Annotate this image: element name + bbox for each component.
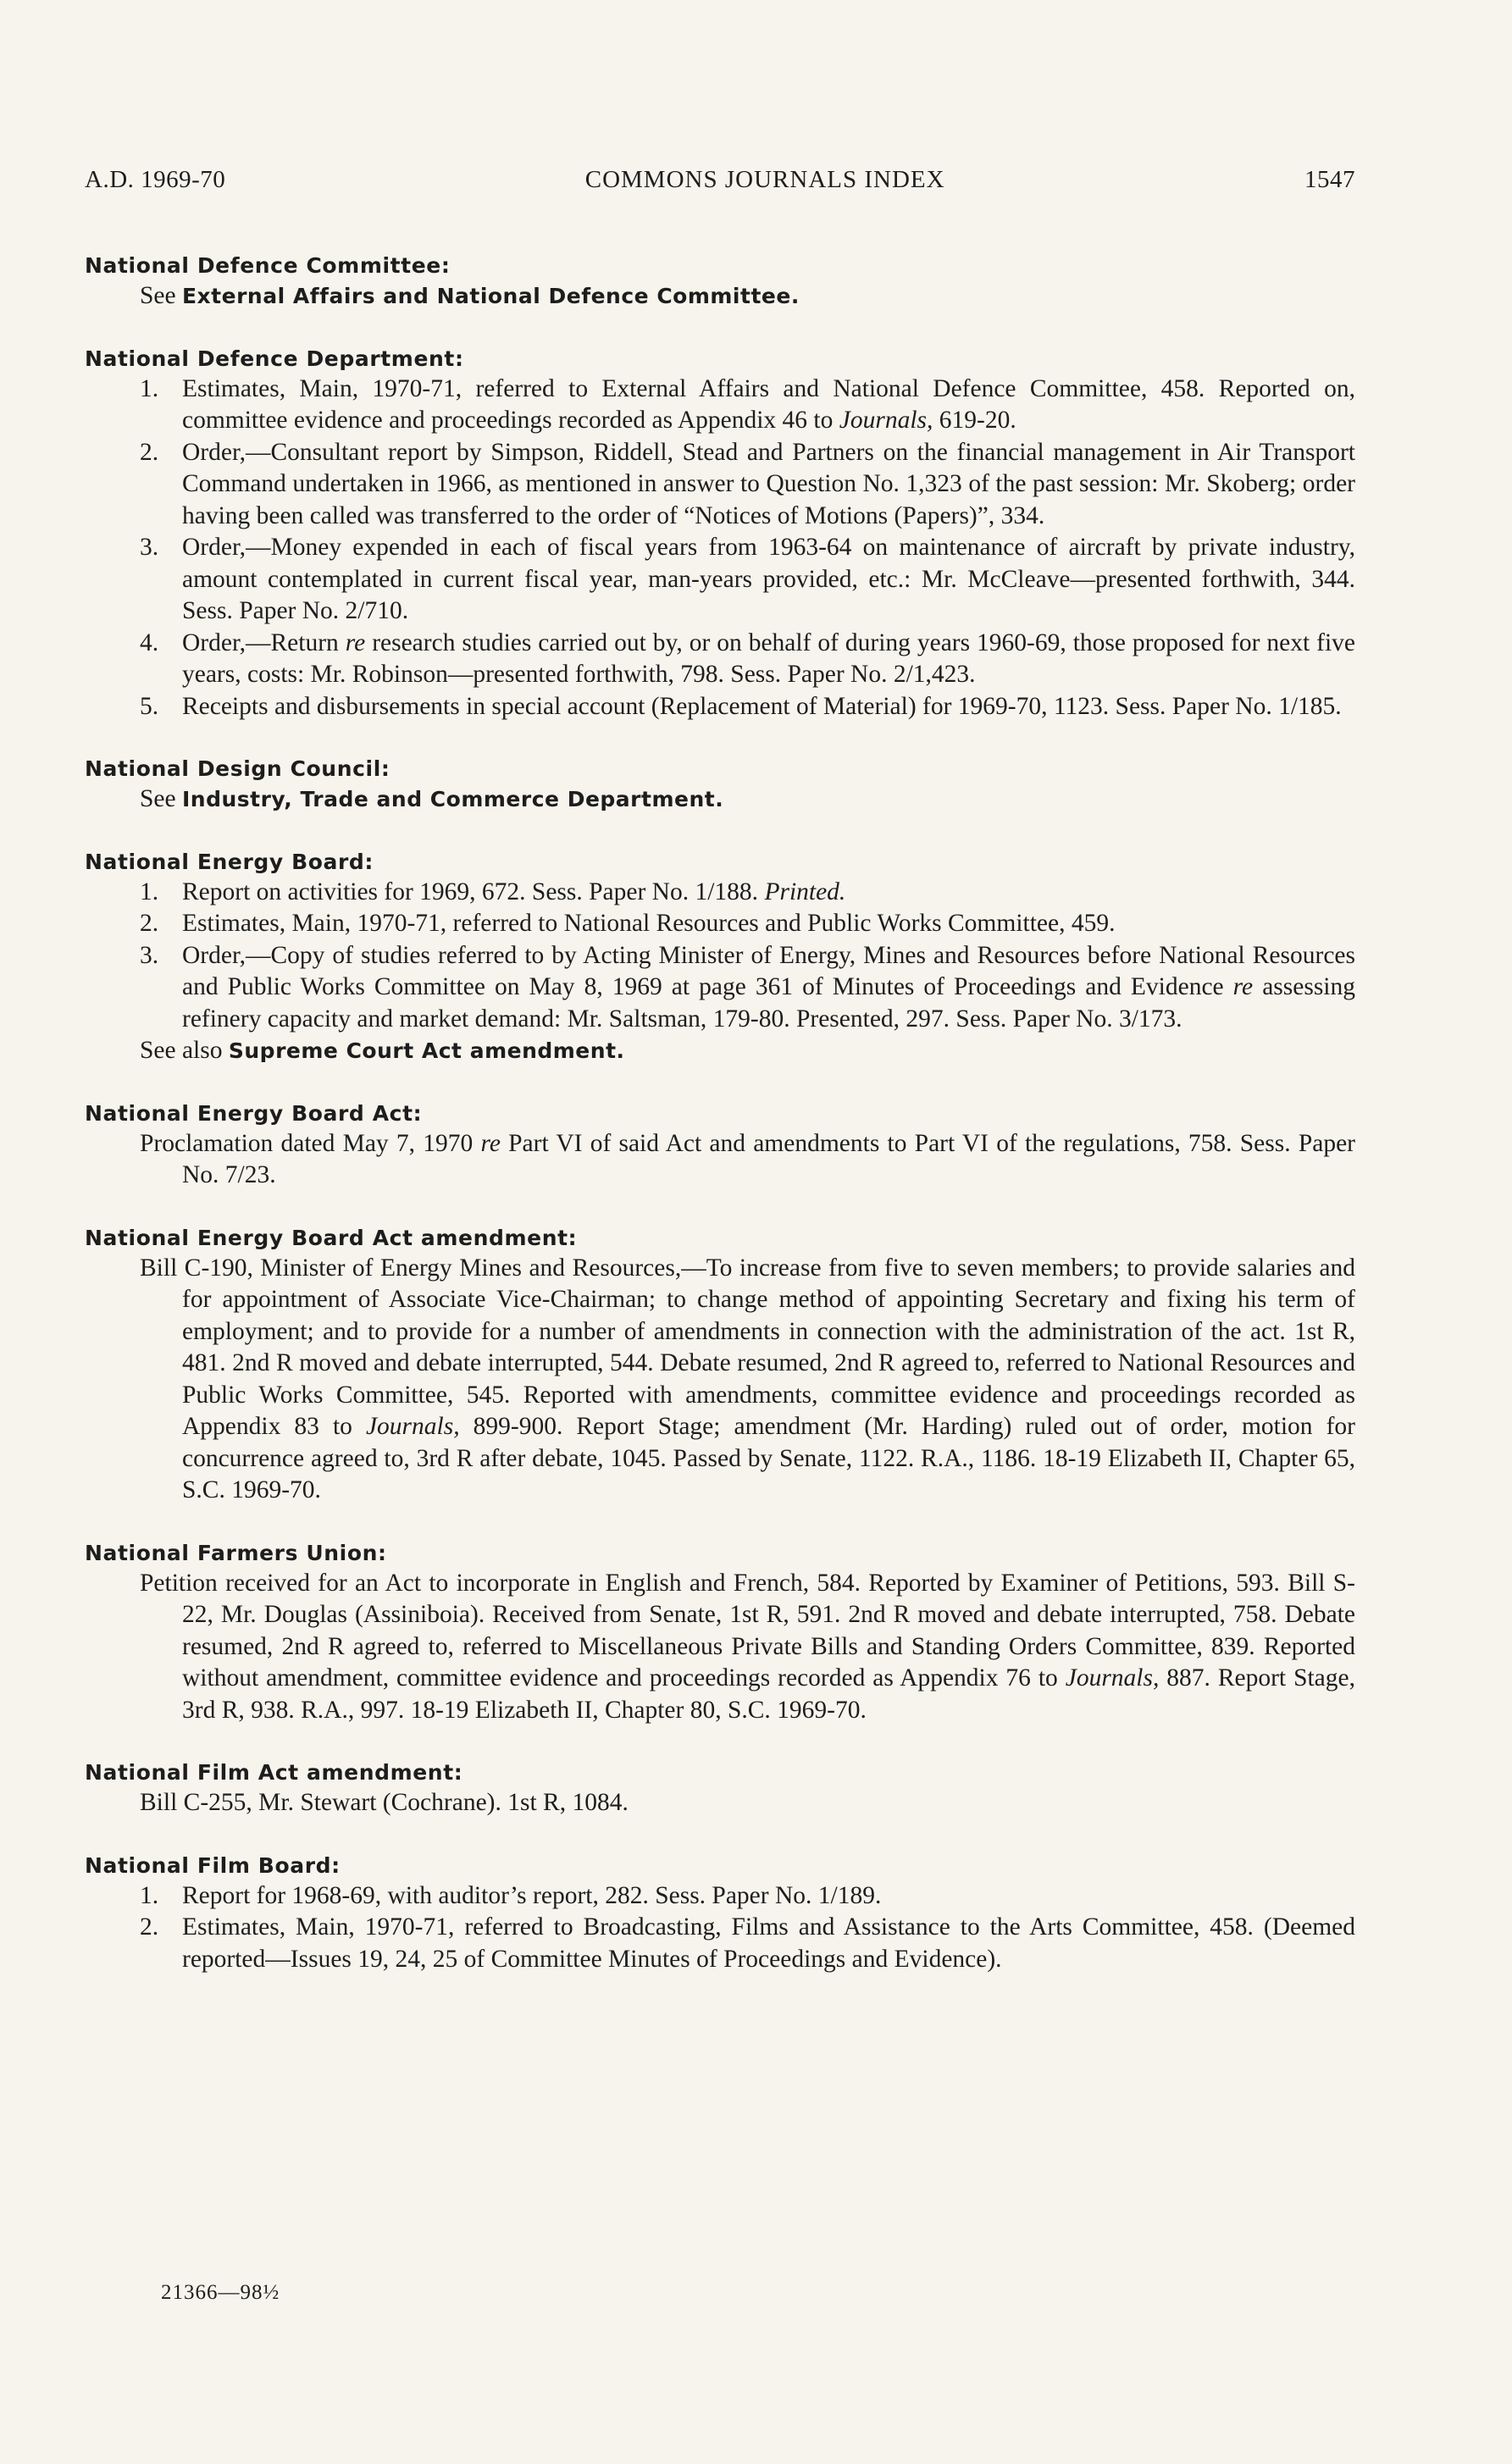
item-text: Estimates, Main, 1970-71, referred to Broadcasting, Films and Assistance to the Arts Committee, 458. (Deemed reported—Issues 19, 24, 25 of Committee Minutes of Proceedings and Evidence). bbox=[182, 1913, 1355, 1973]
entry-paragraph bbox=[85, 1787, 1355, 1819]
paragraph-italic: re bbox=[480, 1129, 501, 1157]
see-target: External Affairs and National Defence Committee. bbox=[181, 284, 800, 308]
item-text: Report for 1968-69, with auditor’s report, 282. Sess. Paper No. 1/189. bbox=[182, 1881, 882, 1909]
entry-national-energy-board-act-amendment bbox=[85, 1224, 1355, 1507]
entry-item-list bbox=[85, 877, 1355, 1036]
item-text-end: 619-20. bbox=[933, 407, 1016, 434]
item-number: 1. bbox=[140, 878, 159, 905]
entry-national-defence-committee bbox=[85, 252, 1355, 313]
entry-heading: National Defence Committee: bbox=[85, 253, 451, 278]
see-reference bbox=[85, 280, 1355, 313]
entry-paragraph bbox=[85, 1253, 1355, 1507]
item-italic: re bbox=[345, 628, 366, 656]
item-italic: re bbox=[1232, 973, 1254, 1000]
entry-paragraph bbox=[85, 1568, 1355, 1727]
printer-signature: 21366—98½ bbox=[161, 2281, 280, 2304]
entry-heading: National Energy Board Act: bbox=[85, 1100, 423, 1126]
item-number: 3. bbox=[140, 941, 159, 969]
item-text-end: research studies carried out by, or on behalf of during years 1960-69, those proposed for next five years, costs: Mr. Robinson—presented forthwith, 798. Sess. Paper No. 2/1,423. bbox=[182, 628, 1356, 688]
see-also-prefix: See also bbox=[140, 1037, 229, 1064]
entry-national-film-act-amendment bbox=[85, 1758, 1355, 1819]
header-title: COMMONS JOURNALS INDEX bbox=[584, 166, 945, 193]
see-also-target: Supreme Court Act amendment. bbox=[228, 1038, 625, 1063]
entry-item bbox=[85, 877, 1355, 909]
entry-heading: National Energy Board: bbox=[85, 849, 374, 874]
item-text: Estimates, Main, 1970-71, referred to National Resources and Public Works Committee, 459. bbox=[182, 910, 1116, 937]
item-number: 2. bbox=[140, 1913, 159, 1941]
entry-item-list bbox=[85, 1880, 1355, 1976]
item-number: 3. bbox=[140, 534, 159, 561]
entry-item bbox=[85, 908, 1355, 940]
item-text: Order,—Money expended in each of fiscal years from 1963-64 on maintenance of aircraft by private industry, amount contemplated in current fiscal year, man-years provided, etc.: Mr. McCleave—presented forthwith, 344. Sess. Paper No. 2/710. bbox=[182, 534, 1355, 624]
paragraph-text: Bill C-255, Mr. Stewart (Cochrane). 1st R, 1084. bbox=[140, 1789, 629, 1816]
entry-heading: National Design Council: bbox=[85, 756, 390, 781]
item-italic: Journals, bbox=[839, 407, 933, 434]
entry-item bbox=[85, 532, 1355, 628]
item-text: Order,—Consultant report by Simpson, Riddell, Stead and Partners on the financial management in Air Transport Command undertaken in 1966, as mentioned in answer to Question No. 1,323 of the past session: Mr. Skoberg; order having been called was transferred to the order of “Notices of Motions (Papers)”, 334. bbox=[182, 438, 1355, 529]
item-number: 1. bbox=[140, 374, 159, 402]
item-number: 2. bbox=[140, 438, 159, 466]
entry-heading: National Defence Department: bbox=[85, 346, 464, 371]
paragraph-text: Petition received for an Act to incorporate in English and French, 584. Reported by Examiner of Petitions, 593. Bill S-22, Mr. Douglas (Assiniboia). Received from Senate, 1st R, 591. 2nd R moved and debate interrupted, 758. Debate resumed, 2nd R agreed to, referred to Miscellaneous Private Bills and Standing Orders Committee, 839. Reported without amendment, committee evidence and proceedings recorded as Appendix 76 to bbox=[140, 1569, 1355, 1692]
paragraph-text: Bill C-190, Minister of Energy Mines and Resources,—To increase from five to seven members; to provide salaries and for appointment of Associate Vice-Chairman; to change method of appointing Secretary and fixing his term of employment; and to provide for a number of amendments in connection with the administration of the act. 1st R, 481. 2nd R moved and debate interrupted, 544. Debate resumed, 2nd R agreed to, referred to National Resources and Public Works Committee, 545. Reported with amendments, committee evidence and proceedings recorded as Appendix 83 to bbox=[140, 1254, 1355, 1440]
item-text: Receipts and disbursements in special account (Replacement of Material) for 1969-70, 1123. Sess. Paper No. 1/185. bbox=[182, 692, 1342, 720]
item-text: Report on activities for 1969, 672. Sess. Paper No. 1/188. bbox=[182, 878, 765, 905]
entry-national-farmers-union bbox=[85, 1539, 1355, 1727]
paragraph-text-end: 899-900. Report Stage; amendment (Mr. Harding) ruled out of order, motion for concurrence agreed to, 3rd R after debate, 1045. Passed by Senate, 1122. R.A., 1186. 18-19 Elizabeth II, Chapter 65, S.C. 1969-70. bbox=[182, 1413, 1355, 1503]
entry-item-list bbox=[85, 374, 1355, 723]
entry-heading: National Energy Board Act amendment: bbox=[85, 1225, 578, 1250]
entry-item bbox=[85, 940, 1355, 1036]
paragraph-text-end: Part VI of said Act and amendments to Part VI of the regulations, 758. Sess. Paper No. 7/23. bbox=[182, 1129, 1355, 1188]
entry-national-design-council bbox=[85, 755, 1355, 816]
entry-national-defence-department bbox=[85, 345, 1355, 723]
page-number: 1547 bbox=[1304, 166, 1355, 193]
item-italic: Printed. bbox=[764, 878, 846, 905]
see-prefix: See bbox=[140, 282, 182, 309]
header-year: A.D. 1969-70 bbox=[85, 166, 226, 193]
item-number: 4. bbox=[140, 628, 159, 656]
index-content bbox=[85, 252, 1355, 1975]
running-header bbox=[85, 166, 1355, 194]
item-text-end: assessing refinery capacity and market demand: Mr. Saltsman, 179-80. Presented, 297. Sess. Paper No. 3/173. bbox=[182, 973, 1355, 1033]
entry-heading: National Film Act amendment: bbox=[85, 1760, 463, 1785]
see-also-reference bbox=[85, 1035, 1355, 1067]
paragraph-text-end: 887. Report Stage, 3rd R, 938. R.A., 997. 18-19 Elizabeth II, Chapter 80, S.C. 1969-70. bbox=[182, 1664, 1355, 1724]
entry-item bbox=[85, 1912, 1355, 1975]
entry-paragraph bbox=[85, 1128, 1355, 1192]
item-number: 5. bbox=[140, 692, 159, 720]
see-prefix: See bbox=[140, 785, 182, 812]
entry-item bbox=[85, 374, 1355, 437]
entry-item bbox=[85, 691, 1355, 723]
paragraph-text: Proclamation dated May 7, 1970 bbox=[140, 1129, 481, 1157]
entry-heading: National Film Board: bbox=[85, 1852, 341, 1878]
item-number: 1. bbox=[140, 1881, 159, 1909]
entry-heading: National Farmers Union: bbox=[85, 1540, 387, 1565]
item-number: 2. bbox=[140, 910, 159, 937]
entry-item bbox=[85, 437, 1355, 533]
paragraph-italic: Journals, bbox=[1065, 1664, 1160, 1692]
item-text: Estimates, Main, 1970-71, referred to External Affairs and National Defence Committee, 458. Reported on, committee evidence and proceedings recorded as Appendix 46 to bbox=[182, 374, 1355, 434]
entry-national-film-board bbox=[85, 1852, 1355, 1976]
item-text: Order,—Return bbox=[182, 628, 346, 656]
entry-item bbox=[85, 628, 1355, 691]
see-target: Industry, Trade and Commerce Department. bbox=[181, 787, 724, 811]
item-text: Order,—Copy of studies referred to by Acting Minister of Energy, Mines and Resources before National Resources and Public Works Committee on May 8, 1969 at page 361 of Minutes of Proceedings and Evidence bbox=[182, 941, 1355, 1000]
entry-national-energy-board bbox=[85, 848, 1355, 1067]
entry-national-energy-board-act bbox=[85, 1099, 1355, 1192]
paragraph-italic: Journals, bbox=[365, 1413, 460, 1440]
entry-item bbox=[85, 1880, 1355, 1913]
see-reference bbox=[85, 783, 1355, 816]
